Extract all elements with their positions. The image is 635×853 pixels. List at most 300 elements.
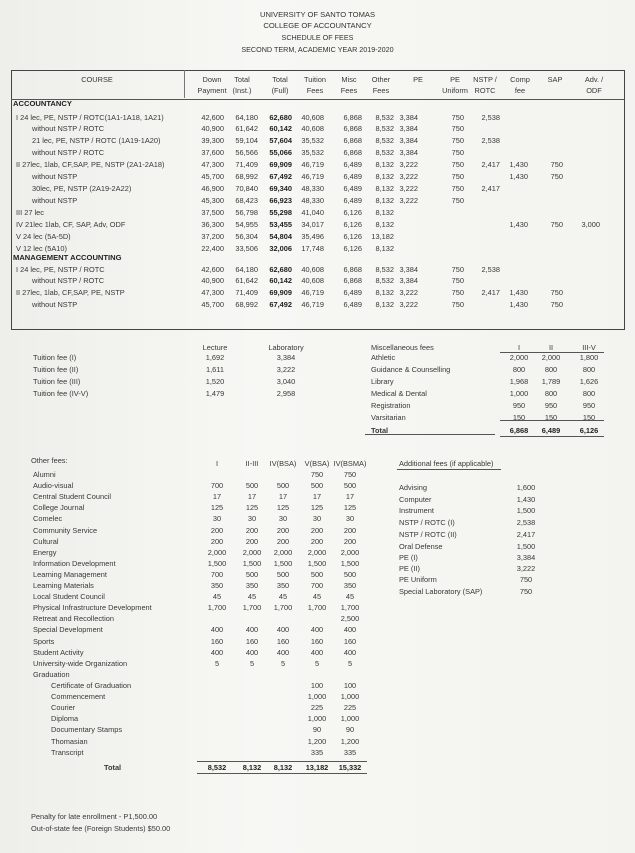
row-5-val-4: 6,489 bbox=[343, 172, 362, 181]
university-name: UNIVERSITY OF SANTO TOMAS bbox=[259, 10, 376, 19]
row-1-val-4: 6,868 bbox=[343, 124, 362, 133]
row-14-val-1: 71,409 bbox=[235, 288, 258, 297]
other-total-1: 8,132 bbox=[242, 763, 262, 772]
other-val-3-2: 125 bbox=[276, 503, 290, 512]
other-val-15-0: 160 bbox=[210, 637, 224, 646]
row-4-val-2: 69,909 bbox=[269, 160, 292, 169]
graduation-val-0-0: 100 bbox=[310, 681, 324, 690]
other-label-5: Community Service bbox=[33, 526, 98, 535]
row-13-val-5: 8,532 bbox=[375, 276, 394, 285]
row-0-val-7: 750 bbox=[451, 113, 464, 122]
other-total-4: 15,332 bbox=[338, 763, 362, 772]
misc-total-label: Total bbox=[371, 426, 389, 435]
other-val-2-4: 17 bbox=[345, 492, 355, 501]
row-3-val-0: 37,600 bbox=[201, 148, 224, 157]
row-15-val-5: 8,132 bbox=[375, 300, 394, 309]
graduation-val-5-1: 1,200 bbox=[340, 737, 360, 746]
col-pe-uniform-2: Uniform bbox=[442, 86, 468, 95]
misc-label-2: Library bbox=[371, 377, 394, 386]
row-7-val-5: 8,132 bbox=[375, 196, 394, 205]
misc-header-1: II bbox=[548, 343, 554, 352]
row-9-val-9: 1,430 bbox=[509, 220, 528, 229]
additional-val-8: 750 bbox=[519, 575, 533, 584]
col-course: COURSE bbox=[81, 75, 113, 84]
row-9-val-1: 54,955 bbox=[235, 220, 258, 229]
row-8-val-5: 8,132 bbox=[375, 208, 394, 217]
row-11-val-5: 8,132 bbox=[375, 244, 394, 253]
row-6-val-8: 2,417 bbox=[481, 184, 500, 193]
misc-rule-1 bbox=[500, 420, 604, 421]
row-0-val-1: 64,180 bbox=[235, 113, 258, 122]
row-1-val-0: 40,900 bbox=[201, 124, 224, 133]
misc-val-2-0: 1,968 bbox=[509, 377, 529, 386]
other-total-3: 13,182 bbox=[305, 763, 329, 772]
other-val-11-0: 45 bbox=[212, 592, 222, 601]
row-8-val-2: 55,298 bbox=[269, 208, 292, 217]
additional-val-7: 3,222 bbox=[516, 564, 536, 573]
row-14-val-5: 8,132 bbox=[375, 288, 394, 297]
row-12-val-8: 2,538 bbox=[481, 265, 500, 274]
row-3-val-1: 56,566 bbox=[235, 148, 258, 157]
graduation-val-2-1: 225 bbox=[343, 703, 357, 712]
college-name: COLLEGE OF ACCOUNTANCY bbox=[263, 21, 372, 30]
misc-total-rule bbox=[365, 434, 495, 435]
other-label-2: Central Student Council bbox=[33, 492, 112, 501]
col-tuition: Tuition bbox=[304, 75, 326, 84]
other-val-12-2: 1,700 bbox=[273, 603, 293, 612]
tuition-label-0: Tuition fee (I) bbox=[33, 353, 77, 362]
row-10-val-2: 54,804 bbox=[269, 232, 292, 241]
other-val-11-1: 45 bbox=[247, 592, 257, 601]
other-val-14-3: 400 bbox=[310, 625, 324, 634]
other-val-5-0: 200 bbox=[210, 526, 224, 535]
other-val-16-4: 400 bbox=[343, 648, 357, 657]
row-course-5: without NSTP bbox=[32, 172, 78, 181]
row-2-val-2: 57,604 bbox=[269, 136, 292, 145]
other-label-18: Graduation bbox=[33, 670, 70, 679]
other-val-14-1: 400 bbox=[245, 625, 259, 634]
row-11-val-2: 32,006 bbox=[269, 244, 292, 253]
row-0-val-8: 2,538 bbox=[481, 113, 500, 122]
other-total-label: Total bbox=[104, 763, 122, 772]
other-val-4-2: 30 bbox=[278, 514, 288, 523]
row-1-val-2: 60,142 bbox=[269, 124, 292, 133]
graduation-label-3: Diploma bbox=[51, 714, 79, 723]
other-val-0-4: 750 bbox=[343, 470, 357, 479]
misc-val-2-2: 1,626 bbox=[579, 377, 599, 386]
other-val-11-3: 45 bbox=[312, 592, 322, 601]
row-4-val-10: 750 bbox=[550, 160, 563, 169]
row-4-val-5: 8,132 bbox=[375, 160, 394, 169]
row-13-val-0: 40,900 bbox=[201, 276, 224, 285]
tuition-lec-3: 1,479 bbox=[205, 389, 225, 398]
misc-title: Miscellaneous fees bbox=[371, 343, 434, 352]
other-val-13-4: 2,500 bbox=[340, 614, 360, 623]
misc-total-2: 6,126 bbox=[579, 426, 599, 435]
tuition-lec-0: 1,692 bbox=[205, 353, 225, 362]
row-4-val-0: 47,300 bbox=[201, 160, 224, 169]
tuition-label-1: Tuition fee (II) bbox=[33, 365, 79, 374]
other-val-6-1: 200 bbox=[245, 537, 259, 546]
other-label-10: Learning Materials bbox=[33, 581, 94, 590]
other-val-1-2: 500 bbox=[276, 481, 290, 490]
other-val-14-0: 400 bbox=[210, 625, 224, 634]
additional-fees-title: Additional fees (if applicable) bbox=[399, 459, 494, 468]
col-pe: PE bbox=[413, 75, 423, 84]
col-sap: SAP bbox=[547, 75, 563, 84]
row-7-val-0: 45,300 bbox=[201, 196, 224, 205]
misc-total-0: 6,868 bbox=[509, 426, 529, 435]
other-label-9: Learning Management bbox=[33, 570, 107, 579]
row-12-val-3: 40,608 bbox=[301, 265, 324, 274]
other-val-15-4: 160 bbox=[343, 637, 357, 646]
additional-val-3: 2,538 bbox=[516, 518, 536, 527]
other-header-1: II-III bbox=[245, 459, 259, 468]
other-val-12-4: 1,700 bbox=[340, 603, 360, 612]
row-7-val-4: 6,489 bbox=[343, 196, 362, 205]
other-val-8-0: 1,500 bbox=[207, 559, 227, 568]
misc-val-5-2: 150 bbox=[582, 413, 596, 422]
tuition-lab-2: 3,040 bbox=[276, 377, 296, 386]
row-14-val-6: 3,222 bbox=[399, 288, 418, 297]
additional-label-9: Special Laboratory (SAP) bbox=[399, 587, 483, 596]
additional-val-1: 1,430 bbox=[516, 495, 536, 504]
row-11-val-4: 6,126 bbox=[343, 244, 362, 253]
misc-val-4-2: 950 bbox=[582, 401, 596, 410]
graduation-val-6-0: 335 bbox=[310, 748, 324, 757]
row-3-val-2: 55,066 bbox=[269, 148, 292, 157]
other-val-11-4: 45 bbox=[345, 592, 355, 601]
row-course-2: 21 lec, PE, NSTP / ROTC (1A19-1A20) bbox=[32, 136, 161, 145]
other-label-8: Information Development bbox=[33, 559, 116, 568]
row-7-val-6: 3,222 bbox=[399, 196, 418, 205]
row-course-3: without NSTP / ROTC bbox=[32, 148, 105, 157]
row-6-val-1: 70,840 bbox=[235, 184, 258, 193]
additional-val-0: 1,600 bbox=[516, 483, 536, 492]
tuition-lecture-header: Lecture bbox=[202, 343, 228, 352]
graduation-val-2-0: 225 bbox=[310, 703, 324, 712]
row-12-val-7: 750 bbox=[451, 265, 464, 274]
misc-val-0-0: 2,000 bbox=[509, 353, 529, 362]
penalty-note: Penalty for late enrollment - P1,500.00 bbox=[31, 812, 158, 821]
row-5-val-9: 1,430 bbox=[509, 172, 528, 181]
row-course-6: 30lec, PE, NSTP (2A19-2A22) bbox=[32, 184, 132, 193]
additional-val-9: 750 bbox=[519, 587, 533, 596]
row-7-val-7: 750 bbox=[451, 196, 464, 205]
col-down-payment: Down bbox=[202, 75, 222, 84]
col-other-2: Fees bbox=[372, 86, 390, 95]
row-10-val-3: 35,496 bbox=[301, 232, 324, 241]
additional-val-2: 1,500 bbox=[516, 506, 536, 515]
col-total-inst-2: (Inst.) bbox=[232, 86, 252, 95]
row-13-val-3: 40,608 bbox=[301, 276, 324, 285]
row-3-val-6: 3,384 bbox=[399, 148, 418, 157]
col-nstp: NSTP / bbox=[473, 75, 497, 84]
row-4-val-8: 2,417 bbox=[481, 160, 500, 169]
row-15-val-9: 1,430 bbox=[509, 300, 528, 309]
additional-val-5: 1,500 bbox=[516, 542, 536, 551]
graduation-val-0-1: 100 bbox=[343, 681, 357, 690]
additional-label-0: Advising bbox=[399, 483, 427, 492]
other-val-15-3: 160 bbox=[310, 637, 324, 646]
additional-label-4: NSTP / ROTC (II) bbox=[399, 530, 457, 539]
row-14-val-2: 69,909 bbox=[269, 288, 292, 297]
row-2-val-8: 2,538 bbox=[481, 136, 500, 145]
col-comp-2: fee bbox=[514, 86, 526, 95]
other-val-6-4: 200 bbox=[343, 537, 357, 546]
row-5-val-7: 750 bbox=[451, 172, 464, 181]
other-val-5-3: 200 bbox=[310, 526, 324, 535]
tuition-lab-1: 3,222 bbox=[276, 365, 296, 374]
tuition-laboratory-header: Laboratory bbox=[268, 343, 304, 352]
other-label-0: Alumni bbox=[33, 470, 56, 479]
col-down-payment-2: Payment bbox=[197, 86, 227, 95]
other-val-8-2: 1,500 bbox=[273, 559, 293, 568]
other-total-0: 8,532 bbox=[207, 763, 227, 772]
row-10-val-4: 6,126 bbox=[343, 232, 362, 241]
row-15-val-10: 750 bbox=[550, 300, 563, 309]
row-5-val-10: 750 bbox=[550, 172, 563, 181]
col-other: Other bbox=[371, 75, 391, 84]
tuition-label-3: Tuition fee (IV-V) bbox=[33, 389, 89, 398]
header-divider bbox=[11, 99, 624, 100]
tuition-lab-3: 2,958 bbox=[276, 389, 296, 398]
graduation-val-1-1: 1,000 bbox=[340, 692, 360, 701]
other-val-17-4: 5 bbox=[347, 659, 353, 668]
row-5-val-3: 46,719 bbox=[301, 172, 324, 181]
row-12-val-6: 3,384 bbox=[399, 265, 418, 274]
row-1-val-5: 8,532 bbox=[375, 124, 394, 133]
other-val-3-1: 125 bbox=[245, 503, 259, 512]
row-0-val-4: 6,868 bbox=[343, 113, 362, 122]
row-1-val-6: 3,384 bbox=[399, 124, 418, 133]
col-adv-2: ODF bbox=[586, 86, 602, 95]
section-accountancy: ACCOUNTANCY bbox=[13, 99, 72, 108]
row-2-val-5: 8,532 bbox=[375, 136, 394, 145]
other-total-2: 8,132 bbox=[273, 763, 293, 772]
col-tuition-2: Fees bbox=[306, 86, 324, 95]
row-6-val-3: 48,330 bbox=[301, 184, 324, 193]
other-header-4: IV(BSMA) bbox=[333, 459, 367, 468]
row-1-val-1: 61,642 bbox=[235, 124, 258, 133]
other-val-1-0: 700 bbox=[210, 481, 224, 490]
additional-title-rule bbox=[397, 469, 501, 470]
col-nstp-2: ROTC bbox=[474, 86, 496, 95]
row-4-val-6: 3,222 bbox=[399, 160, 418, 169]
col-misc-2: Fees bbox=[340, 86, 358, 95]
row-5-val-5: 8,132 bbox=[375, 172, 394, 181]
other-val-9-1: 500 bbox=[245, 570, 259, 579]
other-label-3: College Journal bbox=[33, 503, 85, 512]
other-val-17-0: 5 bbox=[214, 659, 220, 668]
misc-total-1: 6,489 bbox=[541, 426, 561, 435]
row-0-val-0: 42,600 bbox=[201, 113, 224, 122]
other-label-11: Local Student Council bbox=[33, 592, 105, 601]
other-val-9-3: 500 bbox=[310, 570, 324, 579]
row-course-12: I 24 lec, PE, NSTP / ROTC bbox=[16, 265, 105, 274]
other-val-10-4: 350 bbox=[343, 581, 357, 590]
row-9-val-10: 750 bbox=[550, 220, 563, 229]
other-val-9-2: 500 bbox=[276, 570, 290, 579]
term-label: SECOND TERM, ACADEMIC YEAR 2019-2020 bbox=[241, 45, 394, 54]
other-val-7-3: 2,000 bbox=[307, 548, 327, 557]
misc-val-1-2: 800 bbox=[582, 365, 596, 374]
row-2-val-6: 3,384 bbox=[399, 136, 418, 145]
misc-val-0-2: 1,800 bbox=[579, 353, 599, 362]
row-14-val-9: 1,430 bbox=[509, 288, 528, 297]
row-1-val-3: 40,608 bbox=[301, 124, 324, 133]
other-val-17-1: 5 bbox=[249, 659, 255, 668]
row-13-val-2: 60,142 bbox=[269, 276, 292, 285]
misc-val-5-0: 150 bbox=[512, 413, 526, 422]
col-adv: Adv. / bbox=[584, 75, 604, 84]
other-val-3-0: 125 bbox=[210, 503, 224, 512]
row-6-val-6: 3,222 bbox=[399, 184, 418, 193]
row-12-val-2: 62,680 bbox=[269, 265, 292, 274]
graduation-val-1-0: 1,000 bbox=[307, 692, 327, 701]
other-val-10-1: 350 bbox=[245, 581, 259, 590]
row-14-val-0: 47,300 bbox=[201, 288, 224, 297]
row-7-val-3: 48,330 bbox=[301, 196, 324, 205]
row-12-val-5: 8,532 bbox=[375, 265, 394, 274]
row-15-val-0: 45,700 bbox=[201, 300, 224, 309]
row-course-7: without NSTP bbox=[32, 196, 78, 205]
row-course-9: IV 21lec 1lab, CF, SAP, Adv, ODF bbox=[16, 220, 126, 229]
misc-val-1-0: 800 bbox=[512, 365, 526, 374]
row-course-1: without NSTP / ROTC bbox=[32, 124, 105, 133]
row-4-val-9: 1,430 bbox=[509, 160, 528, 169]
other-header-3: V(BSA) bbox=[304, 459, 330, 468]
row-2-val-4: 6,868 bbox=[343, 136, 362, 145]
row-14-val-3: 46,719 bbox=[301, 288, 324, 297]
col-divider bbox=[184, 70, 185, 98]
row-2-val-0: 39,300 bbox=[201, 136, 224, 145]
row-8-val-4: 6,126 bbox=[343, 208, 362, 217]
graduation-val-6-1: 335 bbox=[343, 748, 357, 757]
row-0-val-5: 8,532 bbox=[375, 113, 394, 122]
row-10-val-1: 56,304 bbox=[235, 232, 258, 241]
document-title: SCHEDULE OF FEES bbox=[281, 33, 354, 42]
other-label-6: Cultural bbox=[33, 537, 59, 546]
additional-val-6: 3,384 bbox=[516, 553, 536, 562]
additional-label-1: Computer bbox=[399, 495, 432, 504]
other-val-5-2: 200 bbox=[276, 526, 290, 535]
other-val-7-4: 2,000 bbox=[340, 548, 360, 557]
other-val-12-1: 1,700 bbox=[242, 603, 262, 612]
row-15-val-1: 68,992 bbox=[235, 300, 258, 309]
row-13-val-6: 3,384 bbox=[399, 276, 418, 285]
row-9-val-5: 8,132 bbox=[375, 220, 394, 229]
row-10-val-5: 13,182 bbox=[371, 232, 394, 241]
graduation-label-0: Certificate of Graduation bbox=[51, 681, 132, 690]
other-val-16-1: 400 bbox=[245, 648, 259, 657]
other-val-4-3: 30 bbox=[312, 514, 322, 523]
row-0-val-6: 3,384 bbox=[399, 113, 418, 122]
misc-label-1: Guidance & Counselling bbox=[371, 365, 451, 374]
misc-val-0-1: 2,000 bbox=[541, 353, 561, 362]
row-6-val-7: 750 bbox=[451, 184, 464, 193]
other-val-1-1: 500 bbox=[245, 481, 259, 490]
row-6-val-0: 46,900 bbox=[201, 184, 224, 193]
row-5-val-2: 67,492 bbox=[269, 172, 292, 181]
graduation-val-3-0: 1,000 bbox=[307, 714, 327, 723]
row-15-val-2: 67,492 bbox=[269, 300, 292, 309]
additional-label-6: PE (I) bbox=[399, 553, 418, 562]
other-val-8-1: 1,500 bbox=[242, 559, 262, 568]
row-9-val-2: 53,455 bbox=[269, 220, 292, 229]
row-1-val-7: 750 bbox=[451, 124, 464, 133]
row-14-val-7: 750 bbox=[451, 288, 464, 297]
row-15-val-4: 6,489 bbox=[343, 300, 362, 309]
row-14-val-10: 750 bbox=[550, 288, 563, 297]
graduation-val-4-1: 90 bbox=[345, 725, 355, 734]
graduation-val-3-1: 1,000 bbox=[340, 714, 360, 723]
col-comp: Comp bbox=[510, 75, 530, 84]
other-val-0-3: 750 bbox=[310, 470, 324, 479]
other-val-5-1: 200 bbox=[245, 526, 259, 535]
col-total-full-2: (Full) bbox=[271, 86, 289, 95]
row-4-val-3: 46,719 bbox=[301, 160, 324, 169]
additional-label-2: Instrument bbox=[399, 506, 434, 515]
row-7-val-1: 68,423 bbox=[235, 196, 258, 205]
other-fees-title: Other fees: bbox=[31, 456, 68, 465]
row-course-8: III 27 lec bbox=[16, 208, 44, 217]
other-val-16-3: 400 bbox=[310, 648, 324, 657]
other-val-6-2: 200 bbox=[276, 537, 290, 546]
other-val-9-0: 700 bbox=[210, 570, 224, 579]
misc-label-3: Medical & Dental bbox=[371, 389, 427, 398]
row-3-val-5: 8,532 bbox=[375, 148, 394, 157]
row-11-val-1: 33,506 bbox=[235, 244, 258, 253]
misc-label-0: Athletic bbox=[371, 353, 396, 362]
row-13-val-7: 750 bbox=[451, 276, 464, 285]
row-15-val-6: 3,222 bbox=[399, 300, 418, 309]
other-val-1-3: 500 bbox=[310, 481, 324, 490]
misc-val-3-2: 800 bbox=[582, 389, 596, 398]
other-label-4: Comelec bbox=[33, 514, 63, 523]
other-label-16: Student Activity bbox=[33, 648, 84, 657]
misc-val-2-1: 1,789 bbox=[541, 377, 561, 386]
graduation-label-6: Transcript bbox=[51, 748, 84, 757]
graduation-val-4-0: 90 bbox=[312, 725, 322, 734]
other-val-4-0: 30 bbox=[212, 514, 222, 523]
col-total-full: Total bbox=[272, 75, 288, 84]
row-course-15: without NSTP bbox=[32, 300, 78, 309]
row-course-0: I 24 lec, PE, NSTP / ROTC(1A1-1A18, 1A21) bbox=[16, 113, 164, 122]
row-course-13: without NSTP / ROTC bbox=[32, 276, 105, 285]
row-11-val-0: 22,400 bbox=[201, 244, 224, 253]
row-14-val-4: 6,489 bbox=[343, 288, 362, 297]
other-val-7-1: 2,000 bbox=[242, 548, 262, 557]
other-label-1: Audio-visual bbox=[33, 481, 74, 490]
misc-label-5: Varsitarian bbox=[371, 413, 406, 422]
row-15-val-3: 46,719 bbox=[301, 300, 324, 309]
other-val-7-2: 2,000 bbox=[273, 548, 293, 557]
other-val-10-0: 350 bbox=[210, 581, 224, 590]
other-val-12-0: 1,700 bbox=[207, 603, 227, 612]
other-val-17-3: 5 bbox=[314, 659, 320, 668]
other-val-6-3: 200 bbox=[310, 537, 324, 546]
other-val-16-0: 400 bbox=[210, 648, 224, 657]
other-val-10-2: 350 bbox=[276, 581, 290, 590]
graduation-label-2: Courier bbox=[51, 703, 76, 712]
other-label-12: Physical Infrastructure Development bbox=[33, 603, 152, 612]
misc-label-4: Registration bbox=[371, 401, 411, 410]
additional-label-5: Oral Defense bbox=[399, 542, 443, 551]
tuition-lec-2: 1,520 bbox=[205, 377, 225, 386]
tuition-lab-0: 3,384 bbox=[276, 353, 296, 362]
graduation-label-5: Thomasian bbox=[51, 737, 88, 746]
